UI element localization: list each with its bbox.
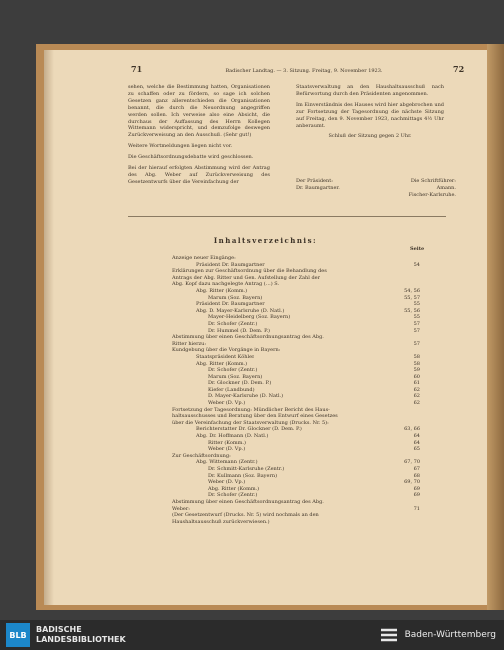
toc-entry	[172, 275, 420, 282]
toc-entry	[172, 262, 420, 269]
toc-entry-text: Fortsetzung der Tagesordnung: Mündlicher Bericht des Haus-	[172, 406, 330, 413]
toc-entry	[172, 295, 420, 302]
paragraph: Weitere Wortmeldungen liegen nicht vor.	[128, 143, 233, 150]
toc-entry-page: 67	[413, 466, 420, 472]
toc-entry-page: 57	[413, 327, 420, 334]
toc-entry	[172, 288, 420, 295]
toc-entry-page	[406, 413, 420, 420]
toc-entry-text: Antrags der Abg. Ritter und Gen. Aufstellung der Zahl der	[172, 274, 320, 281]
divider	[128, 216, 446, 217]
toc-entry	[172, 387, 420, 394]
toc-entry	[172, 506, 420, 513]
page-number-left: 71	[131, 64, 143, 74]
toc-entry-page: 58	[413, 360, 420, 367]
toc-entry-text: Präsident Dr. Baumgartner	[196, 261, 265, 268]
toc-entry-text: Weber:	[172, 505, 190, 512]
toc-entry	[172, 413, 420, 420]
toc-entry	[172, 341, 420, 348]
toc-entry-text: D. Mayer-Karlsruhe (D. Natl.)	[208, 393, 284, 400]
toc-entry-page: 69, 70	[404, 479, 420, 486]
toc-entry-page: 64	[413, 433, 420, 440]
toc-entry-text: über die Vereinfachung der Staatsverwaltung (Drucks. Nr. 5):	[172, 419, 329, 426]
toc-entry	[172, 321, 420, 328]
toc-entry-text: Abstimmung über einen Geschäftsordnungsantrag des Abg.	[172, 498, 324, 505]
toc-entry-text: Haushaltsausschuß zurückverwiesen.)	[172, 518, 270, 525]
toc-entry-text: Abg. Kopf dazu nachgelegte Antrag (…) S.	[172, 281, 280, 288]
toc-entry-text: Ritter (Komm.)	[208, 439, 246, 446]
state-logo[interactable]	[379, 627, 496, 643]
toc-entry-page: 62	[413, 386, 420, 393]
page-header	[44, 66, 487, 76]
toc-entry-text: Dr. Schofer (Zentr.)	[208, 367, 258, 374]
toc-entry-page: 69	[413, 492, 420, 499]
toc-entry-page: 62	[413, 400, 420, 407]
toc-entry-text: Dr. Schmitt-Karlsruhe (Zentr.)	[208, 466, 285, 472]
toc-entry	[172, 281, 420, 288]
toc-entry	[172, 400, 420, 407]
paragraph: Die Geschäftsordnungsdebatte wird geschlossen.	[128, 154, 254, 161]
toc-entry	[172, 499, 420, 506]
toc-entry-text: Mayer-Heidelberg (Soz. Bayern)	[208, 314, 291, 321]
toc-entry-text: Abg. Ritter (Komm.)	[196, 360, 248, 367]
toc-entry-text: Kundgebung über die Vorgänge in Bayern:	[172, 347, 281, 354]
toc-entry-text: (Der Gesetzentwurf (Drucks. Nr. 5) wird nochmals an den	[172, 512, 319, 519]
toc-entry-text: Präsident Dr. Baumgartner	[196, 301, 265, 308]
toc-entry-page: 59	[413, 367, 420, 374]
toc-entry-text: Anzeige neuer Eingänge:	[172, 255, 236, 261]
toc-entry-page: 65	[413, 446, 420, 453]
toc-entry-text: Weber (D. Vp.)	[208, 479, 246, 486]
library-name-line: BADISCHE	[36, 625, 82, 634]
toc-entry	[172, 479, 420, 486]
toc-entry	[172, 361, 420, 368]
toc-entry	[172, 433, 420, 440]
toc-entry-page	[406, 281, 420, 288]
toc-entry-page	[406, 453, 420, 460]
toc-entry	[172, 328, 420, 335]
toc-entry-text: haltsausschusses und Beratung über den Entwurf eines Gesetzes	[172, 413, 338, 420]
secretary-name: Fischer-Karlsruhe.	[408, 191, 456, 198]
toc-entry-text: Zur Geschäftsordnung:	[172, 452, 231, 459]
toc-entry-page: 71	[413, 505, 420, 512]
paragraph: Staatsverwaltung an den Haushaltsausschuß nach Befürwortung durch den Präsidenten angenommen.	[296, 84, 444, 97]
toc-entry	[172, 486, 420, 493]
document-page	[44, 50, 487, 605]
toc-entry	[172, 380, 420, 387]
toc-entry-page	[406, 255, 420, 262]
toc-entry-text: Erklärungen zur Geschäftsordnung über die Behandlung des	[172, 268, 327, 275]
blb-logo[interactable]: BLB	[6, 623, 30, 647]
paragraph: Bei der hierauf erfolgten Abstimmung wird der Antrag des Abg. Weber auf Zurückverweisung des Gesetzentwurfs über die Vereinfachung der	[128, 165, 270, 185]
footer-bar	[0, 620, 504, 650]
toc-entry	[172, 407, 420, 414]
toc-entry-page	[406, 420, 420, 427]
toc-entry-text: Staatspräsident Köhler	[196, 353, 255, 360]
toc-entry-page: 55, 56	[404, 307, 420, 314]
toc-page-column-label: Seite	[410, 246, 425, 252]
signature-block	[296, 178, 456, 199]
toc-entry-text: Abg. Ritter (Komm.)	[208, 485, 260, 492]
toc-entry-page: 55, 57	[404, 294, 420, 301]
toc-entry-page: 62	[413, 393, 420, 400]
president-name: Dr. Baumgartner.	[296, 184, 340, 191]
toc-title: Inhaltsverzeichnis:	[213, 236, 318, 245]
toc-entry-text: Marum (Soz. Bayern)	[208, 294, 263, 301]
toc-entry-page	[406, 334, 420, 341]
page-number-right: 72	[453, 64, 465, 74]
toc-entry-text: Abg. Dr. Hoffmann (D. Natl.)	[196, 433, 269, 440]
toc-entry-page	[406, 275, 420, 282]
toc-entry-text: Abg. D. Mayer-Karlsruhe (D. Natl.)	[196, 307, 285, 314]
toc-entry-text: Berichterstatter Dr. Glockner (D. Dem. P.)	[196, 426, 302, 433]
toc-entry-text: Dr. Hummel (D. Dem. P.)	[208, 327, 270, 334]
state-name: Baden-Württemberg	[404, 630, 496, 640]
toc-entry-text: Ritter hierzu:	[172, 340, 207, 347]
toc-entry-text: Kiefer (Landbund)	[208, 386, 255, 393]
toc-entry	[172, 519, 420, 526]
toc-entry-page: 69	[413, 485, 420, 492]
toc-entry-page: 61	[413, 380, 420, 387]
toc-entry	[172, 426, 420, 433]
toc-entry	[172, 473, 420, 480]
toc-entry	[172, 393, 420, 400]
toc-entry-text: Dr. Schofer (Zentr.)	[208, 320, 258, 327]
toc-entry	[172, 440, 420, 447]
toc-entry-text: Weber (D. Vp.)	[208, 400, 246, 407]
toc-entry	[172, 374, 420, 381]
toc-entry-page: 63, 66	[404, 426, 420, 433]
toc-entry	[172, 512, 420, 519]
toc-entry	[172, 255, 420, 262]
toc-entry	[172, 492, 420, 499]
toc-entry-page: 64	[413, 439, 420, 446]
secretary-name: Amann.	[436, 184, 456, 191]
toc-entry	[172, 453, 420, 460]
page-stack-edge	[487, 44, 504, 610]
toc-entry-page: 67, 70	[404, 459, 420, 466]
toc-entry	[172, 308, 420, 315]
toc-entry	[172, 367, 420, 374]
left-column	[128, 84, 270, 190]
toc-entry-text: Marum (Soz. Bayern)	[208, 373, 263, 380]
toc-entry	[172, 301, 420, 308]
toc-entry-text: Abg. Wittemann (Zentr.)	[196, 459, 258, 466]
toc-entry-text: Dr. Kullmann (Soz. Bayern)	[208, 472, 278, 479]
toc-entry-page: 55	[413, 301, 420, 308]
running-head: Badischer Landtag. — 3. Sitzung. Freitag, 9. November 1923.	[225, 68, 383, 74]
toc-entry	[172, 334, 420, 341]
toc-entry-page	[406, 512, 420, 519]
paragraph: Schluß der Sitzung gegen 2 Uhr.	[328, 133, 412, 140]
toc-entry-page: 55	[413, 314, 420, 321]
toc-entry	[172, 466, 420, 473]
paragraph: Im Einverständnis des Hauses wird hier abgebrochen und zur Fortsetzung der Tagesordnung die nächste Sitzung auf Freitag, den 9. November 1923, nachmittags 4½ Uhr anberaumt.	[296, 101, 444, 129]
toc-entry-page	[406, 268, 420, 275]
table-of-contents	[172, 255, 420, 525]
toc-entry-text: Abstimmung über einen Geschäftsordnungsantrag des Abg.	[172, 334, 324, 341]
toc-entry	[172, 314, 420, 321]
president-label: Der Präsident:	[296, 178, 333, 184]
toc-entry-text: Weber (D. Vp.)	[208, 446, 246, 453]
toc-entry-page: 57	[413, 320, 420, 327]
toc-entry	[172, 446, 420, 453]
toc-entry-page: 54, 56	[404, 287, 420, 294]
toc-entry-text: Dr. Glockner (D. Dem. P.)	[208, 380, 272, 387]
toc-entry-page	[406, 519, 420, 526]
toc-entry-text: Dr. Schofer (Zentr.)	[208, 492, 258, 499]
secretaries-label: Die Schriftführer:	[410, 178, 456, 184]
paragraph: sehen, welche die Bestimmung hatten, Organisationen zu schaffen oder zu fördern, so sage ich solchen Gesetzen ganz allerentschieden die Organisationen benannt, die durch die Neuordnung angegriffen werden sollen. Ich verweise also eine Absicht, die durchaus der Auffassung des Herrn Kollegen Wittemann widerspricht, und demzufolge deswegen Zurückverweisung an den Ausschuß. (Sehr gut!)	[128, 84, 270, 139]
coat-of-arms-icon	[379, 627, 399, 643]
toc-entry-page: 60	[413, 373, 420, 380]
toc-entry-page: 57	[413, 340, 420, 347]
toc-entry-page: 54	[413, 261, 420, 268]
toc-entry	[172, 459, 420, 466]
toc-entry-page: 58	[413, 353, 420, 360]
toc-entry-page	[406, 499, 420, 506]
toc-entry	[172, 420, 420, 427]
toc-entry-text: Abg. Ritter (Komm.)	[196, 287, 248, 294]
library-name-line: LANDESBIBLIOTHEK	[36, 635, 126, 644]
library-name	[36, 625, 126, 645]
toc-entry-page	[406, 347, 420, 354]
toc-entry	[172, 268, 420, 275]
toc-entry	[172, 347, 420, 354]
page-gutter-shadow	[44, 50, 54, 605]
toc-entry-page	[406, 407, 420, 414]
toc-entry-page: 68	[413, 472, 420, 479]
right-column	[296, 84, 444, 144]
toc-entry	[172, 354, 420, 361]
